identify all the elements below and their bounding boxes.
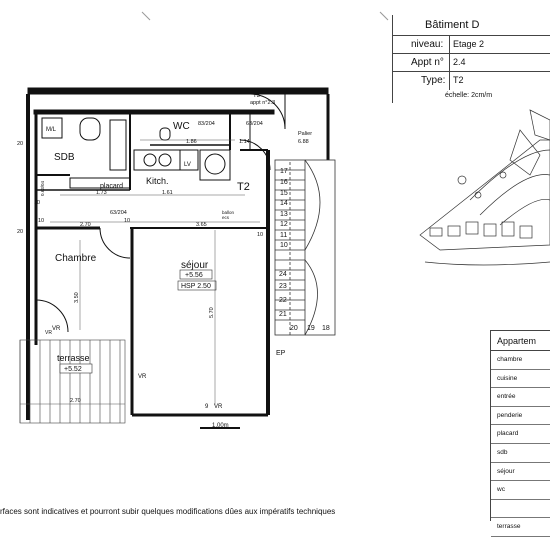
appt-value: 2.4: [453, 57, 466, 67]
stair-step-number: 17: [280, 168, 288, 175]
room-sejour-area: +5.56: [185, 272, 203, 279]
stair-step-number: 24: [279, 271, 287, 278]
ep-label: EP: [276, 350, 286, 357]
vr-label-3: VR: [214, 404, 223, 410]
stair-step-number: 19: [307, 325, 315, 332]
dimension-lines: [20, 140, 260, 428]
stair-step-number: 13: [280, 211, 288, 218]
palier-value: 6.88: [298, 139, 309, 145]
room-sejour: séjour: [181, 260, 209, 271]
recap-row: terrasse: [491, 518, 550, 537]
dim-sejour-depth: 5.70: [209, 307, 215, 318]
stair-step-number: 18: [322, 325, 330, 332]
building-name: Bâtiment D: [425, 19, 480, 31]
recap-row: entrée: [491, 388, 550, 407]
room-terrasse: terrasse: [57, 353, 90, 363]
room-sdb: SDB: [54, 152, 75, 163]
dim-10a: 10: [38, 218, 45, 224]
ecs-label: ecs: [222, 215, 230, 220]
row-niveau: [393, 35, 550, 54]
row-type: [393, 71, 550, 90]
appt-label: Appt n°: [411, 57, 444, 68]
recap-row: sdb: [491, 444, 550, 463]
t3-label: T3: [253, 93, 261, 99]
t3-sub-label: appt n°2.3: [250, 100, 276, 106]
stair-step-number: 23: [279, 283, 287, 290]
dim-placard: 1.73: [96, 190, 107, 196]
recap-title: Appartem: [491, 331, 550, 351]
title-block: [392, 15, 550, 103]
dim-sejour-width: 3.65: [196, 222, 207, 228]
vr-label-2: VR: [138, 374, 147, 380]
bottom-nine-label: 9: [205, 404, 209, 410]
vr-label-1: VR: [52, 326, 61, 332]
dim-door-3: 63/204: [110, 210, 127, 216]
site-plan-thumbnail: [420, 110, 550, 265]
dim-kitchen: 1.61: [162, 190, 173, 196]
disclaimer-text: rfaces sont indicatives et pourront subir quelques modifications dûes aux impératifs techniques: [0, 507, 336, 516]
dim-10d: 10: [34, 200, 41, 206]
stair-step-number: 22: [279, 297, 287, 304]
dim-entry-width: 1.14: [239, 139, 250, 145]
stair-step-number: 20: [290, 325, 298, 332]
stair-step-number: 15: [280, 190, 288, 197]
lv-label: LV: [184, 162, 191, 168]
placard-label: placard: [100, 183, 123, 190]
dim-10c: 10: [257, 232, 264, 238]
dim-terrasse-width: 2.70: [70, 398, 81, 404]
type-value: T2: [453, 75, 464, 85]
scale-text: échelle: 2cm/m: [445, 92, 493, 99]
palier-label: Palier: [298, 131, 313, 137]
dim-left-20: 20: [17, 141, 24, 147]
dim-left-20b: 20: [17, 229, 24, 235]
dim-chambre-width: 2.70: [80, 222, 91, 228]
dim-10b: 10: [124, 218, 131, 224]
recap-row: cuisine: [491, 370, 550, 389]
room-terrasse-area: +5.52: [64, 366, 82, 373]
niveau-value: Etage 2: [453, 39, 485, 49]
vr-label-4: VR: [45, 330, 52, 336]
row-appt: [393, 53, 550, 72]
stair-step-number: 21: [279, 311, 287, 318]
stair-step-number: 11: [280, 232, 288, 239]
recap-row: séjour: [491, 463, 550, 482]
stair-step-number: 14: [280, 200, 288, 207]
recap-row: [491, 500, 550, 519]
room-chambre: Chambre: [55, 253, 97, 264]
recap-table: [490, 330, 550, 531]
stair-step-number: 10: [280, 242, 288, 249]
apartment-type-mark: T2: [237, 181, 250, 193]
room-sejour-hsp: HSP 2.50: [181, 283, 211, 290]
dim-chambre-depth: 3.50: [74, 292, 80, 303]
recap-row: chambre: [491, 351, 550, 370]
dim-door-2: 63/204: [246, 121, 263, 127]
recap-row: penderie: [491, 407, 550, 426]
stair-step-number: 12: [280, 221, 288, 228]
dim-wc-width: 1.86: [186, 139, 197, 145]
room-kitchen: Kitch.: [146, 176, 169, 186]
dim-door-1: 83/204: [198, 121, 215, 127]
ml-label: M/L: [46, 127, 57, 133]
recap-row: placard: [491, 425, 550, 444]
niveau-label: niveau:: [411, 39, 444, 50]
ballon-label: ballon: [222, 210, 235, 215]
recap-row: wc: [491, 481, 550, 500]
stair-step-number: 16: [280, 179, 288, 186]
scale-bar-label: 1.00m: [212, 423, 229, 429]
room-wc: WC: [173, 121, 190, 132]
type-label: Type:: [421, 75, 446, 86]
dim-sdb-door: 0.63/04: [40, 180, 45, 196]
